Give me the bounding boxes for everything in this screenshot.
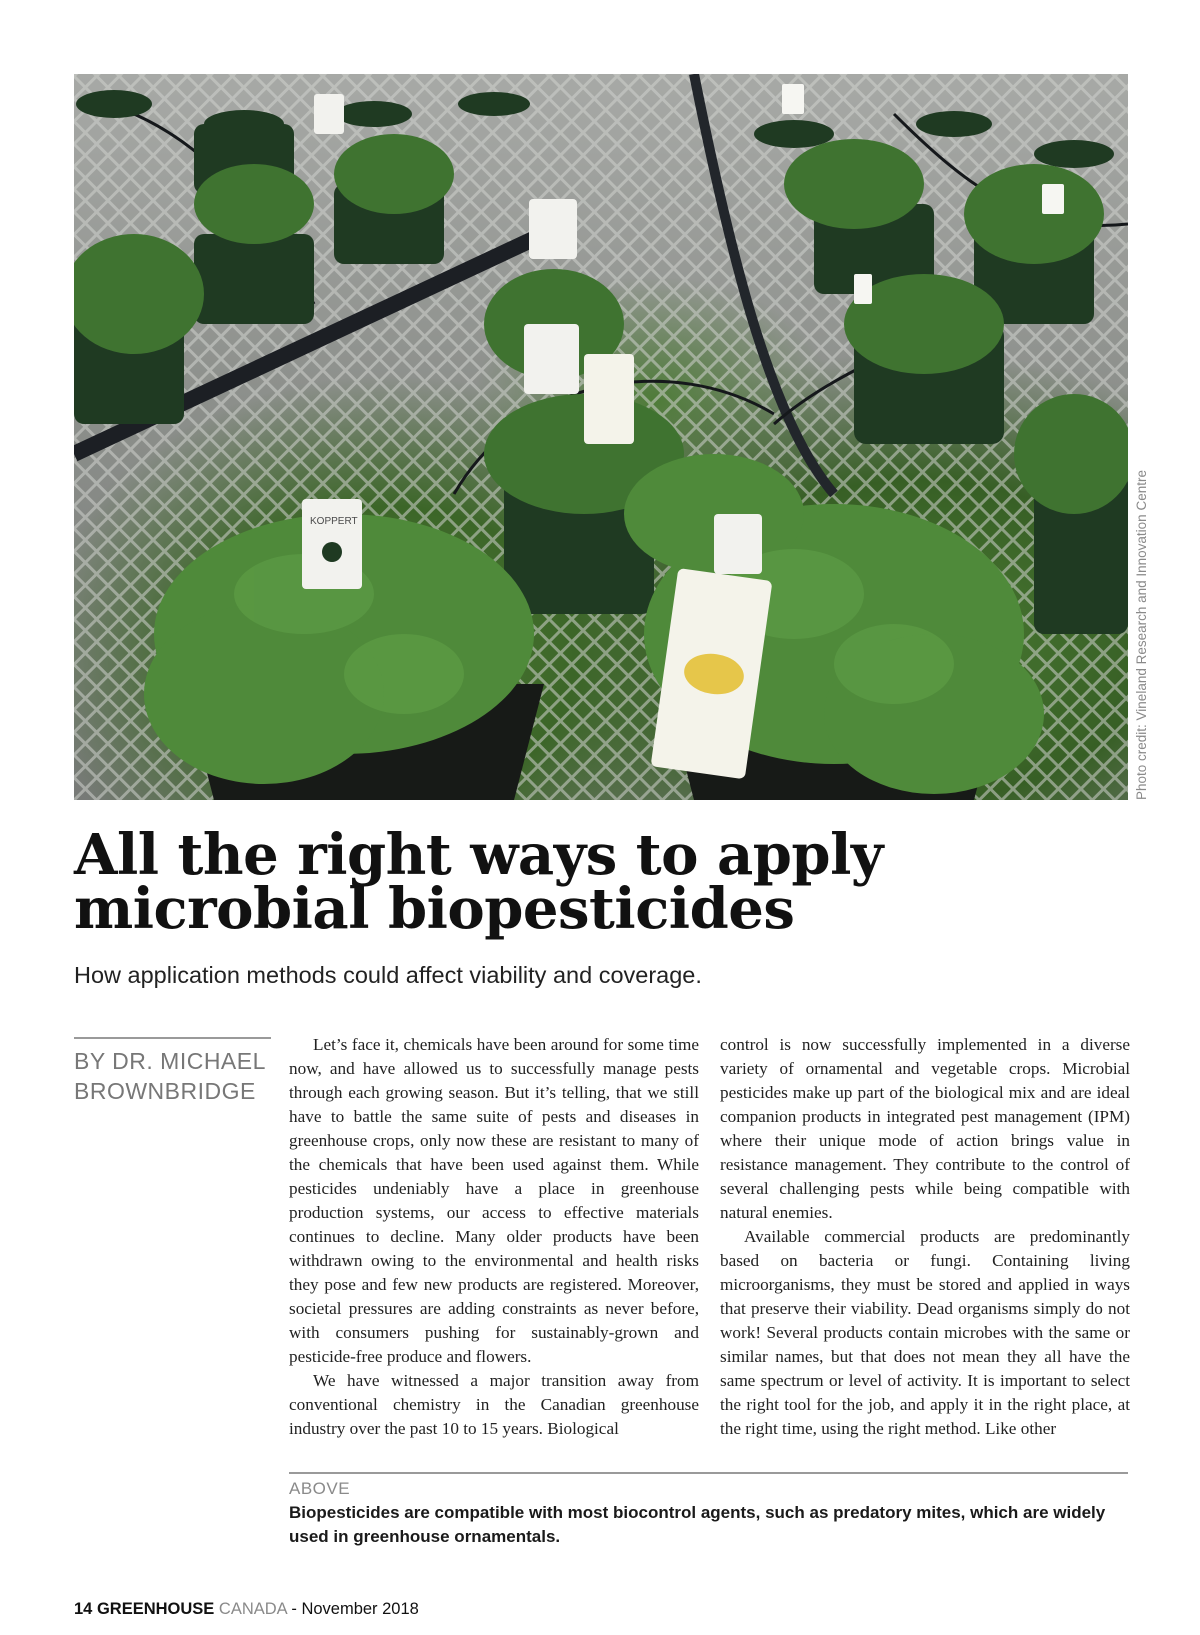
article-photo: [74, 74, 1128, 800]
issue-date: - November 2018: [291, 1600, 419, 1618]
photo-credit: Photo credit: Vineland Research and Innovation Centre: [1134, 470, 1149, 800]
greenhouse-plants-illustration: [74, 74, 1128, 800]
article-title-line: All the right ways to apply: [74, 822, 883, 888]
caption-text: Biopesticides are compatible with most biocontrol agents, such as predatory mites, which are widely used in greenhouse ornamentals.: [289, 1503, 1106, 1546]
article-subtitle: How application methods could affect viability and coverage.: [74, 962, 702, 988]
body-paragraph: We have witnessed a major transition away from conventional chemistry in the Canadian greenhouse industry over the past 10 to 15 years. Biological: [289, 1371, 699, 1438]
byline-divider: [74, 1037, 271, 1039]
magazine-name: GREENHOUSE: [96, 1600, 215, 1618]
body-paragraph: Available commercial products are predominantly based on bacteria or fungi. Containing living microorganisms, they must be stored and applied in ways that preserve their viability. Dead organisms simply do not work! Several products contain microbes with the same or similar names, but that does not mean they all have the same spectrum or level of activity. It is important to select the right tool for the job, and apply it in the right place, at the right time, using the right method. Like other: [720, 1227, 1130, 1438]
magazine-name-suffix: CANADA: [218, 1600, 287, 1618]
byline-line: BY DR. MICHAEL: [74, 1048, 266, 1074]
body-paragraph: control is now successfully implemented in a diverse variety of ornamental and vegetable crops. Microbial pesticides make up part of the biological mix and are ideal companion products in integrated pest management (IPM) where their unique mode of action brings value in resistance management. They contribute to the control of several challenging pests while being compatible with natural enemies.: [720, 1035, 1130, 1222]
plant-tag: [714, 514, 762, 574]
caption-label: ABOVE: [289, 1479, 351, 1498]
body-paragraph: Let’s face it, chemicals have been around for some time now, and have allowed us to successfully manage pests through each growing season. But it’s telling, that we still have to battle the same suite of pests and diseases in greenhouse crops, only now these are resistant to many of the chemicals that have been used against them. While pesticides undeniably have a place in greenhouse production systems, our access to effective materials continues to decline. Many older products have been withdrawn owing to the environmental and health risks they pose and few new products are registered. Moreover, societal pressures are adding constraints as never before, with consumers pushing for sustainably-grown and pesticide-free produce and flowers.: [289, 1035, 699, 1366]
body-column-1: [289, 1033, 699, 1441]
byline: [74, 1046, 284, 1106]
page-number: 14: [74, 1600, 93, 1618]
svg-text:KOPPERT: KOPPERT: [310, 516, 358, 527]
article-title: [74, 822, 1128, 942]
byline-line: BROWNBRIDGE: [74, 1078, 256, 1104]
caption-divider: [289, 1472, 1128, 1474]
article-title-line: microbial biopesticides: [74, 876, 795, 942]
body-column-2: [720, 1033, 1130, 1441]
page-footer: [74, 1600, 419, 1619]
